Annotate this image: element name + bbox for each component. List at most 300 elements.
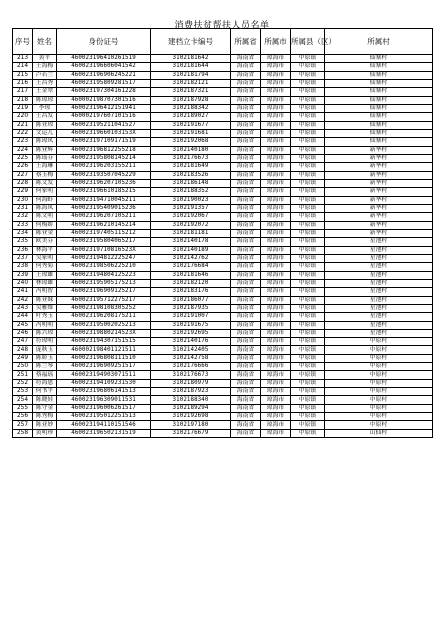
cell-file-number: 3102188352	[151, 188, 231, 196]
cell-county: 中原镇	[291, 171, 325, 179]
cell-seq: 237	[13, 254, 33, 262]
cell-file-number: 3102176684	[151, 263, 231, 271]
cell-village: 新华村	[325, 146, 433, 154]
cell-id-number: 460023196207105236	[57, 179, 151, 187]
cell-city: 琼海市	[261, 271, 291, 279]
cell-id-number: 460023196502131519	[57, 429, 151, 437]
cell-name: 陈文明	[33, 213, 57, 221]
cell-province: 海南省	[231, 229, 261, 237]
cell-seq: 224	[13, 146, 33, 154]
cell-name: 陈海凤	[33, 204, 57, 212]
cell-village: 中原村	[325, 404, 433, 412]
cell-city: 琼海市	[261, 388, 291, 396]
cell-seq: 230	[13, 196, 33, 204]
cell-file-number: 3102181646	[151, 271, 231, 279]
cell-name: 陈琼琼	[33, 96, 57, 104]
cell-city: 琼海市	[261, 363, 291, 371]
cell-county: 中原镇	[291, 138, 325, 146]
cell-province: 海南省	[231, 421, 261, 429]
roster-body	[13, 55, 433, 438]
cell-village: 中原村	[325, 396, 433, 404]
cell-village: 星池村	[325, 263, 433, 271]
table-row	[13, 238, 433, 246]
cell-name: 陈晓娃	[33, 396, 57, 404]
cell-seq: 251	[13, 371, 33, 379]
cell-id-number: 460023194903071511	[57, 371, 151, 379]
cell-seq: 252	[13, 379, 33, 387]
cell-county: 中原镇	[291, 354, 325, 362]
cell-county: 中原镇	[291, 429, 325, 437]
cell-village: 中原村	[325, 363, 433, 371]
cell-province: 海南省	[231, 246, 261, 254]
cell-county: 中原镇	[291, 104, 325, 112]
cell-city: 琼海市	[261, 321, 291, 329]
cell-village: 仙寨村	[325, 96, 433, 104]
table-row	[13, 55, 433, 63]
cell-village: 中原村	[325, 421, 433, 429]
cell-seq: 254	[13, 396, 33, 404]
cell-province: 海南省	[231, 388, 261, 396]
cell-village: 仙寨村	[325, 63, 433, 71]
cell-seq: 243	[13, 304, 33, 312]
cell-name: 陈文发	[33, 179, 57, 187]
cell-name: 何家明	[33, 188, 57, 196]
table-row	[13, 113, 433, 121]
cell-village: 星池村	[325, 288, 433, 296]
cell-city: 琼海市	[261, 204, 291, 212]
cell-seq: 221	[13, 121, 33, 129]
table-row	[13, 88, 433, 96]
cell-id-number: 460023194110151546	[57, 421, 151, 429]
cell-county: 中原镇	[291, 196, 325, 204]
cell-id-number: 460023195002025213	[57, 321, 151, 329]
cell-city: 琼海市	[261, 221, 291, 229]
cell-file-number: 3102187928	[151, 96, 231, 104]
cell-name: 陈兴琼	[33, 329, 57, 337]
cell-province: 海南省	[231, 313, 261, 321]
cell-city: 琼海市	[261, 404, 291, 412]
cell-id-number: 460023196812255218	[57, 146, 151, 154]
cell-id-number: 460023195804065217	[57, 238, 151, 246]
cell-file-number: 3102191675	[151, 321, 231, 329]
cell-name: 何海虾	[33, 196, 57, 204]
cell-name: 陈业金	[33, 229, 57, 237]
cell-name: 李琼	[33, 104, 57, 112]
cell-village: 新华村	[325, 204, 433, 212]
cell-city: 琼海市	[261, 171, 291, 179]
cell-file-number: 3102182120	[151, 279, 231, 287]
cell-file-number: 3102189294	[151, 404, 231, 412]
cell-province: 海南省	[231, 321, 261, 329]
cell-county: 中原镇	[291, 288, 325, 296]
cell-county: 中原镇	[291, 238, 325, 246]
cell-county: 中原镇	[291, 79, 325, 87]
cell-file-number: 3102182121	[151, 79, 231, 87]
cell-seq: 229	[13, 188, 33, 196]
table-row	[13, 321, 433, 329]
cell-village: 新华村	[325, 221, 433, 229]
cell-name: 王海琳	[33, 163, 57, 171]
cell-county: 中原镇	[291, 254, 325, 262]
cell-village: 新华村	[325, 213, 433, 221]
table-row	[13, 288, 433, 296]
cell-id-number: 460023194710045211	[57, 196, 151, 204]
cell-file-number: 3102186148	[151, 179, 231, 187]
cell-seq: 236	[13, 246, 33, 254]
cell-id-number: 460023196808111510	[57, 354, 151, 362]
cell-province: 海南省	[231, 179, 261, 187]
header-city: 所属市	[261, 29, 291, 55]
cell-file-number: 3102191007	[151, 313, 231, 321]
cell-id-number: 460023196006261517	[57, 404, 151, 412]
table-row	[13, 363, 433, 371]
cell-id-number: 460023196203155211	[57, 163, 151, 171]
cell-province: 海南省	[231, 113, 261, 121]
cell-city: 琼海市	[261, 79, 291, 87]
cell-county: 中原镇	[291, 363, 325, 371]
cell-id-number: 460023194804125223	[57, 271, 151, 279]
cell-name: 陈亚妙	[33, 421, 57, 429]
cell-village: 星池村	[325, 304, 433, 312]
cell-seq: 249	[13, 354, 33, 362]
cell-village: 星池村	[325, 313, 433, 321]
cell-file-number: 3102188340	[151, 396, 231, 404]
cell-id-number: 46002319660103153X	[57, 129, 151, 137]
cell-name: 陈守金	[33, 404, 57, 412]
table-row	[13, 338, 433, 346]
cell-village: 仙寨村	[325, 55, 433, 63]
cell-file-number: 3102181649	[151, 163, 231, 171]
cell-village: 仙寨村	[325, 104, 433, 112]
cell-city: 琼海市	[261, 238, 291, 246]
cell-city: 琼海市	[261, 379, 291, 387]
cell-village: 中原村	[325, 371, 433, 379]
table-row	[13, 79, 433, 87]
cell-seq: 223	[13, 138, 33, 146]
cell-county: 中原镇	[291, 229, 325, 237]
cell-name: 黄平	[33, 55, 57, 63]
table-row	[13, 196, 433, 204]
cell-province: 海南省	[231, 413, 261, 421]
cell-city: 琼海市	[261, 329, 291, 337]
cell-county: 中原镇	[291, 304, 325, 312]
header-county: 所属县（区）	[291, 29, 325, 55]
cell-province: 海南省	[231, 79, 261, 87]
cell-village: 中原村	[325, 346, 433, 354]
table-row	[13, 263, 433, 271]
cell-file-number: 3102183526	[151, 171, 231, 179]
cell-name: 陈业辉	[33, 146, 57, 154]
cell-county: 中原镇	[291, 329, 325, 337]
cell-province: 海南省	[231, 196, 261, 204]
table-row	[13, 138, 433, 146]
cell-province: 海南省	[231, 63, 261, 71]
cell-seq: 233	[13, 221, 33, 229]
cell-county: 中原镇	[291, 188, 325, 196]
cell-name: 陈兰琴	[33, 363, 57, 371]
cell-file-number: 3102191681	[151, 129, 231, 137]
cell-file-number: 3102176679	[151, 429, 231, 437]
cell-name: 庞秋玉	[33, 346, 57, 354]
cell-file-number: 3102142758	[151, 354, 231, 362]
table-row	[13, 63, 433, 71]
cell-province: 海南省	[231, 213, 261, 221]
cell-city: 琼海市	[261, 104, 291, 112]
table-row	[13, 396, 433, 404]
cell-seq: 253	[13, 388, 33, 396]
cell-county: 中原镇	[291, 246, 325, 254]
table-row	[13, 429, 433, 437]
cell-city: 琼海市	[261, 304, 291, 312]
cell-name: 王金翠	[33, 88, 57, 96]
table-row	[13, 71, 433, 79]
cell-file-number: 3102181794	[151, 71, 231, 79]
cell-city: 琼海市	[261, 371, 291, 379]
cell-id-number: 460023196410261519	[57, 55, 151, 63]
cell-seq: 234	[13, 229, 33, 237]
cell-province: 海南省	[231, 371, 261, 379]
cell-seq: 235	[13, 238, 33, 246]
table-row	[13, 121, 433, 129]
table-row	[13, 354, 433, 362]
cell-city: 琼海市	[261, 288, 291, 296]
cell-city: 琼海市	[261, 254, 291, 262]
cell-id-number: 460023197405115212	[57, 229, 151, 237]
table-row	[13, 188, 433, 196]
cell-name: 文运儿	[33, 129, 57, 137]
cell-city: 琼海市	[261, 71, 291, 79]
cell-file-number: 3102176666	[151, 363, 231, 371]
header-province: 所属省	[231, 29, 261, 55]
table-row	[13, 271, 433, 279]
cell-seq: 225	[13, 154, 33, 162]
table-row	[13, 296, 433, 304]
cell-seq: 255	[13, 404, 33, 412]
cell-county: 中原镇	[291, 388, 325, 396]
cell-village: 山仙村	[325, 429, 433, 437]
cell-village: 星池村	[325, 238, 433, 246]
cell-seq: 232	[13, 213, 33, 221]
cell-id-number: 460023196610185215	[57, 188, 151, 196]
cell-name: 王琼雄	[33, 271, 57, 279]
cell-name: 王昌发	[33, 113, 57, 121]
cell-province: 海南省	[231, 329, 261, 337]
cell-province: 海南省	[231, 138, 261, 146]
cell-province: 海南省	[231, 296, 261, 304]
cell-county: 中原镇	[291, 55, 325, 63]
cell-county: 中原镇	[291, 121, 325, 129]
cell-seq: 214	[13, 63, 33, 71]
table-row	[13, 279, 433, 287]
table-row	[13, 129, 433, 137]
cell-seq: 218	[13, 96, 33, 104]
cell-file-number: 3102180979	[151, 379, 231, 387]
header-file-number: 建档立卡编号	[151, 29, 231, 55]
cell-village: 星池村	[325, 254, 433, 262]
cell-seq: 247	[13, 338, 33, 346]
cell-county: 中原镇	[291, 179, 325, 187]
cell-name: 陈秀梅	[33, 413, 57, 421]
cell-file-number: 3102187321	[151, 88, 231, 96]
cell-province: 海南省	[231, 88, 261, 96]
cell-province: 海南省	[231, 188, 261, 196]
cell-file-number: 3102192698	[151, 413, 231, 421]
cell-county: 中原镇	[291, 154, 325, 162]
table-row	[13, 146, 433, 154]
cell-city: 琼海市	[261, 138, 291, 146]
cell-province: 海南省	[231, 146, 261, 154]
cell-village: 新华村	[325, 179, 433, 187]
cell-county: 中原镇	[291, 71, 325, 79]
cell-file-number: 3102192068	[151, 138, 231, 146]
cell-village: 仙寨村	[325, 71, 433, 79]
cell-village: 仙寨村	[325, 113, 433, 121]
cell-seq: 241	[13, 288, 33, 296]
table-row	[13, 104, 433, 112]
cell-id-number: 460023196606041542	[57, 63, 151, 71]
cell-name: 何秀菊	[33, 263, 57, 271]
cell-id-number: 460023195808145214	[57, 154, 151, 162]
cell-county: 中原镇	[291, 346, 325, 354]
cell-province: 海南省	[231, 238, 261, 246]
cell-county: 中原镇	[291, 396, 325, 404]
cell-city: 琼海市	[261, 354, 291, 362]
cell-province: 海南省	[231, 263, 261, 271]
cell-village: 新华村	[325, 154, 433, 162]
cell-county: 中原镇	[291, 96, 325, 104]
cell-city: 琼海市	[261, 163, 291, 171]
cell-province: 海南省	[231, 404, 261, 412]
cell-id-number: 460023194812225247	[57, 254, 151, 262]
cell-village: 星池村	[325, 271, 433, 279]
cell-city: 琼海市	[261, 246, 291, 254]
cell-name: 黄明珍	[33, 429, 57, 437]
cell-seq: 217	[13, 88, 33, 96]
cell-name: 陈亚琼	[33, 121, 57, 129]
cell-file-number: 3102140178	[151, 238, 231, 246]
cell-city: 琼海市	[261, 196, 291, 204]
cell-village: 星池村	[325, 296, 433, 304]
cell-village: 仙寨村	[325, 79, 433, 87]
cell-county: 中原镇	[291, 146, 325, 154]
cell-file-number: 3102189027	[151, 113, 231, 121]
cell-city: 琼海市	[261, 188, 291, 196]
cell-province: 海南省	[231, 163, 261, 171]
cell-id-number: 460023195905175213	[57, 279, 151, 287]
cell-id-number: 460023196806141513	[57, 388, 151, 396]
cell-seq: 216	[13, 79, 33, 87]
cell-name: 吴雅维	[33, 304, 57, 312]
cell-city: 琼海市	[261, 413, 291, 421]
cell-id-number: 460023196906245221	[57, 71, 151, 79]
cell-province: 海南省	[231, 96, 261, 104]
cell-city: 琼海市	[261, 121, 291, 129]
cell-province: 海南省	[231, 104, 261, 112]
cell-file-number: 3102191357	[151, 204, 231, 212]
cell-village: 中原村	[325, 354, 433, 362]
cell-county: 中原镇	[291, 63, 325, 71]
cell-id-number: 460023196207105211	[57, 213, 151, 221]
table-row	[13, 221, 433, 229]
roster-table	[12, 28, 433, 438]
cell-id-number: 460023198108305252	[57, 304, 151, 312]
cell-id-number: 46002319710816523X	[57, 246, 151, 254]
cell-province: 海南省	[231, 304, 261, 312]
cell-city: 琼海市	[261, 279, 291, 287]
cell-id-number: 460023194307151515	[57, 338, 151, 346]
table-row	[13, 246, 433, 254]
cell-name: 王海梅	[33, 63, 57, 71]
cell-city: 琼海市	[261, 313, 291, 321]
cell-county: 中原镇	[291, 163, 325, 171]
cell-village: 新华村	[325, 196, 433, 204]
cell-name: 陈瑶芬	[33, 154, 57, 162]
cell-seq: 227	[13, 171, 33, 179]
cell-county: 中原镇	[291, 88, 325, 96]
cell-seq: 231	[13, 204, 33, 212]
cell-name: 陈亚妹	[33, 296, 57, 304]
cell-name: 林琼雄	[33, 279, 57, 287]
cell-id-number: 460023195712275217	[57, 296, 151, 304]
cell-file-number: 3102140180	[151, 146, 231, 154]
cell-county: 中原镇	[291, 213, 325, 221]
cell-province: 海南省	[231, 338, 261, 346]
cell-name: 陈娇玉	[33, 354, 57, 362]
cell-id-number: 460002198707301516	[57, 96, 151, 104]
cell-file-number: 3102188342	[151, 104, 231, 112]
cell-seq: 250	[13, 363, 33, 371]
cell-province: 海南省	[231, 204, 261, 212]
cell-county: 中原镇	[291, 313, 325, 321]
cell-county: 中原镇	[291, 321, 325, 329]
cell-seq: 256	[13, 413, 33, 421]
cell-village: 仙寨村	[325, 138, 433, 146]
cell-county: 中原镇	[291, 296, 325, 304]
cell-city: 琼海市	[261, 63, 291, 71]
cell-county: 中原镇	[291, 221, 325, 229]
cell-county: 中原镇	[291, 279, 325, 287]
cell-id-number: 460023197109171519	[57, 138, 151, 146]
cell-city: 琼海市	[261, 229, 291, 237]
cell-seq: 244	[13, 313, 33, 321]
cell-id-number: 460023196208175211	[57, 313, 151, 321]
cell-village: 星池村	[325, 246, 433, 254]
cell-seq: 246	[13, 329, 33, 337]
cell-county: 中原镇	[291, 263, 325, 271]
cell-village: 星池村	[325, 321, 433, 329]
cell-city: 琼海市	[261, 213, 291, 221]
cell-name: 符琼明	[33, 338, 57, 346]
cell-county: 中原镇	[291, 129, 325, 137]
cell-county: 中原镇	[291, 204, 325, 212]
cell-province: 海南省	[231, 363, 261, 371]
cell-id-number: 460023196210145214	[57, 221, 151, 229]
table-row	[13, 179, 433, 187]
cell-file-number: 3102190023	[151, 196, 231, 204]
table-row	[13, 163, 433, 171]
table-header-row	[13, 29, 433, 55]
cell-file-number: 3102187923	[151, 388, 231, 396]
cell-city: 琼海市	[261, 421, 291, 429]
cell-seq: 248	[13, 346, 33, 354]
cell-file-number: 3102142405	[151, 346, 231, 354]
cell-city: 琼海市	[261, 263, 291, 271]
cell-seq: 222	[13, 129, 33, 137]
cell-file-number: 3102183176	[151, 288, 231, 296]
cell-id-number: 46002319880214523X	[57, 329, 151, 337]
document-title: 消费扶贫帮扶人员名单	[174, 21, 270, 31]
cell-id-number: 460023196309011531	[57, 396, 151, 404]
